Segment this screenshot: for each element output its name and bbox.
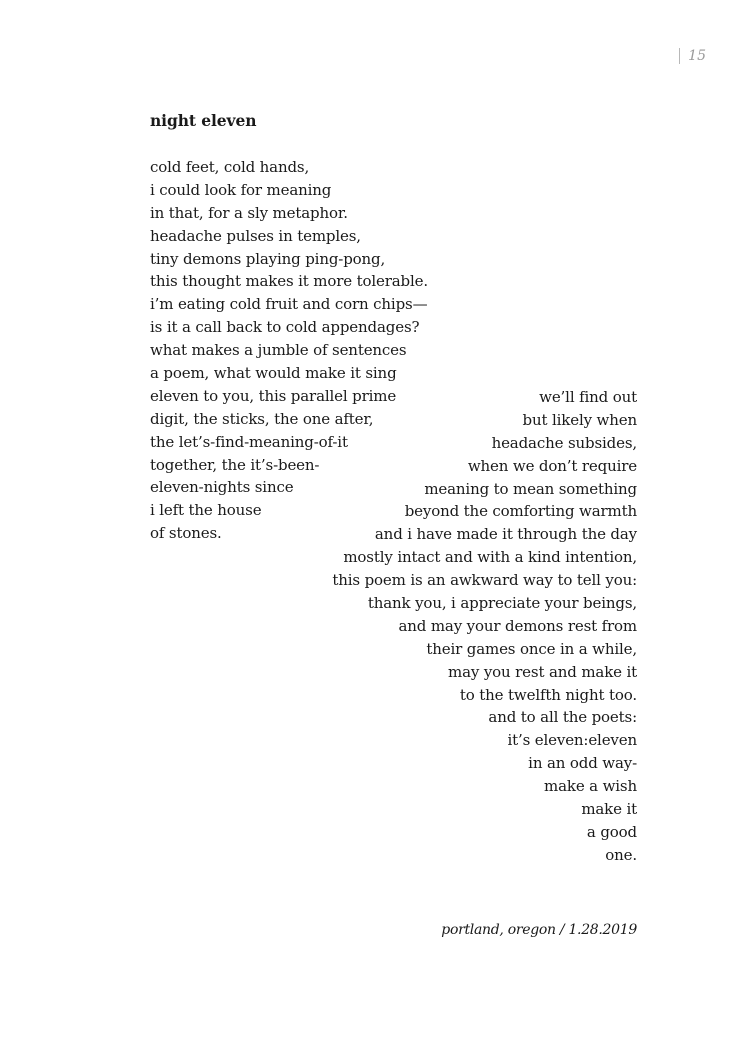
poem-line: make a wish [544, 777, 637, 796]
poem-line: this poem is an awkward way to tell you: [332, 571, 637, 590]
poem-line: in an odd way- [528, 754, 637, 773]
poem-line: eleven-nights since [150, 478, 294, 497]
poem-line: thank you, i appreciate your beings, [367, 594, 637, 613]
poem-signature: portland, oregon / 1.28.2019 [441, 922, 637, 938]
poem-line: mostly intact and with a kind intention, [343, 548, 637, 567]
poem-line: and to all the poets: [488, 708, 637, 727]
poem-line: one. [605, 845, 637, 864]
poem-title: night eleven [150, 111, 257, 130]
poem-right-column [277, 386, 637, 867]
poem-line: make it [581, 800, 637, 819]
poem-line: is it a call back to cold appendages? [150, 318, 420, 337]
poem-line: together, the it’s-been- [150, 455, 320, 474]
poem-line: and may your demons rest from [398, 616, 637, 635]
page-number-value: 15 [688, 48, 706, 64]
poem-line: headache pulses in temples, [150, 226, 361, 245]
poem-line: cold feet, cold hands, [150, 158, 310, 176]
page-number-divider [679, 48, 680, 64]
poem-line: meaning to mean something [424, 479, 637, 498]
poem-line: may you rest and make it [448, 662, 637, 681]
poem-line: a good [586, 822, 637, 841]
poem-line: what makes a jumble of sentences [150, 341, 407, 360]
poem-line: we’ll find out [539, 388, 637, 406]
poem-line: it’s eleven:eleven [507, 731, 637, 750]
poem-line: a poem, what would make it sing [150, 364, 397, 383]
poem-line: this thought makes it more tolerable. [150, 272, 428, 291]
poem-line: when we don’t require [467, 456, 637, 475]
poem-line: but likely when [522, 410, 637, 429]
poem-line: beyond the comforting warmth [404, 502, 637, 521]
poem-line: i left the house [150, 501, 262, 520]
poem-line: i’m eating cold fruit and corn chips— [150, 295, 428, 314]
poem-line: digit, the sticks, the one after, [150, 409, 374, 428]
poem-line: their games once in a while, [426, 639, 637, 658]
poem-line: i could look for meaning [150, 180, 332, 199]
poem-line: the let’s-find-meaning-of-it [150, 432, 348, 451]
poem-line: of stones. [150, 524, 222, 543]
poem-line: tiny demons playing ping-pong, [150, 249, 386, 268]
poem-line: headache subsides, [491, 433, 637, 452]
poem-line: eleven to you, this parallel prime [150, 386, 397, 405]
poem-line: and i have made it through the day [374, 525, 637, 544]
poem-line: in that, for a sly metaphor. [150, 203, 348, 222]
page-number [679, 48, 706, 64]
poem-line: to the twelfth night too. [459, 685, 637, 704]
